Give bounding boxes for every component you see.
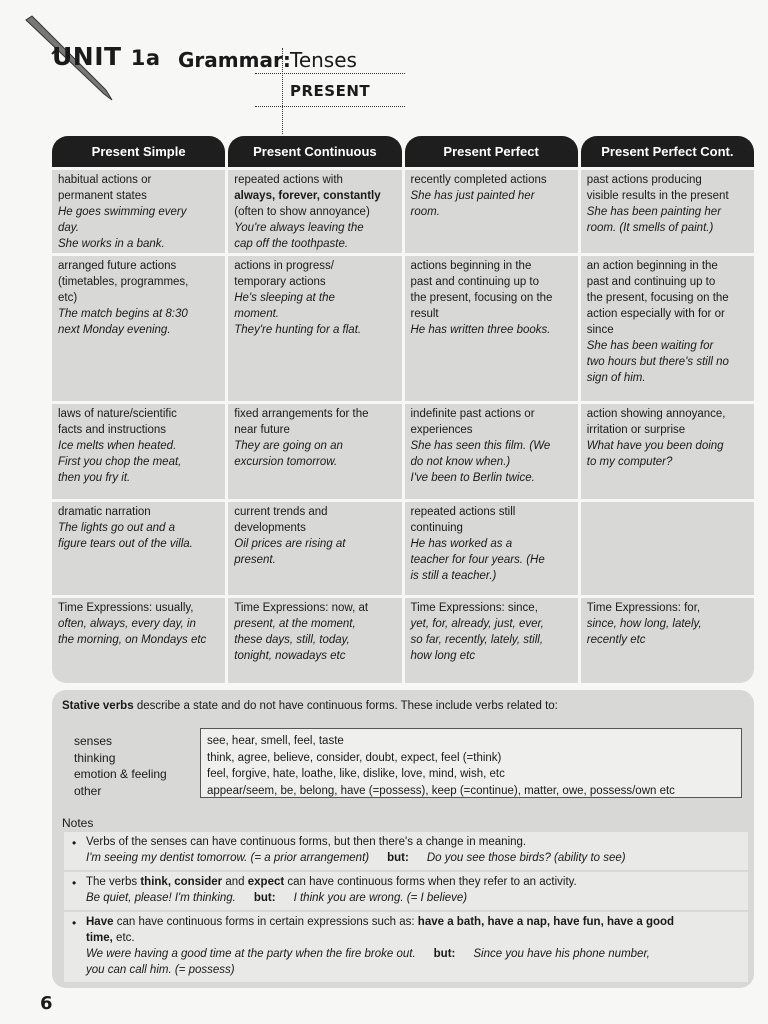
- tense-cell: [405, 170, 578, 253]
- cell-line: action showing annoyance,: [586, 408, 726, 421]
- bullet-icon: •: [72, 876, 77, 890]
- cell-line: the present, focusing on the: [410, 291, 553, 304]
- cell-line: cap off the toothpaste.: [234, 237, 349, 250]
- cell-line: result: [410, 307, 439, 320]
- cell-line: do not know when.): [410, 456, 511, 469]
- cell-line: etc): [58, 291, 78, 304]
- cell-line: since, how long, lately,: [586, 617, 702, 630]
- topic-label: Tenses: [290, 48, 357, 72]
- cell-line: teacher for four years. (He: [410, 554, 545, 566]
- cell-line: He has written three books.: [410, 323, 551, 336]
- tense-cell: [52, 598, 225, 683]
- tense-column: [228, 136, 401, 683]
- tense-cell: [228, 502, 401, 595]
- cell-line: always, forever, constantly: [234, 189, 381, 202]
- cell-line: He goes swimming every: [58, 205, 187, 218]
- cell-line: next Monday evening.: [58, 323, 171, 336]
- tense-cell: [581, 170, 754, 253]
- cell-line: They are going on an: [234, 440, 343, 453]
- cell-line: She has just painted her: [410, 189, 535, 202]
- verb-list: appear/seem, be, belong, have (=possess), keep (=continue), matter, owe, possess/own etc: [207, 784, 675, 797]
- tense-column: [405, 136, 578, 683]
- cell-line: habitual actions or: [58, 173, 152, 186]
- cell-line: present.: [234, 554, 276, 566]
- cell-line: current trends and: [234, 506, 328, 518]
- cell-line: Time Expressions: now, at: [234, 601, 369, 614]
- cell-line: She has seen this film. (We: [410, 440, 551, 453]
- cell-line: permanent states: [58, 189, 147, 202]
- tense-cell: [228, 598, 401, 683]
- cell-line: Oil prices are rising at: [234, 538, 346, 550]
- cell-line: actions in progress/: [234, 259, 334, 272]
- cell-line: two hours but there's still no: [586, 355, 729, 368]
- tense-column: [581, 136, 754, 683]
- tense-cell: [228, 170, 401, 253]
- tense-cell: [581, 256, 754, 401]
- cell-line: to my computer?: [586, 456, 673, 469]
- page-number: 6: [40, 993, 53, 1014]
- cell-line: an action beginning in the: [586, 259, 718, 272]
- cell-line: action especially with for or: [586, 307, 725, 320]
- tense-column-header: Present Continuous: [228, 136, 401, 167]
- cell-line: the morning, on Mondays etc: [58, 633, 207, 646]
- cell-line: Time Expressions: for,: [586, 601, 701, 614]
- note-item: • The verbs think, consider and expect can have continuous forms when they refer to an activity. Be quiet, please! I'm thinking. but: I think you are wrong. (= I believe): [64, 872, 748, 910]
- cell-line: often, always, every day, in: [58, 617, 196, 630]
- cell-line: You're always leaving the: [234, 221, 364, 234]
- cell-line: (often to show annoyance): [234, 205, 370, 218]
- cell-line: She has been waiting for: [586, 339, 714, 352]
- cell-line: then you fry it.: [58, 472, 131, 485]
- cell-line: He's sleeping at the: [234, 291, 335, 304]
- cell-line: repeated actions with: [234, 173, 343, 186]
- category-label: emotion & feeling: [74, 767, 167, 781]
- tense-cell: [52, 256, 225, 401]
- category-label: thinking: [74, 750, 116, 765]
- tense-column-header: Present Perfect Cont.: [581, 136, 754, 167]
- cell-line: Ice melts when heated.: [58, 440, 177, 453]
- cell-line: dramatic narration: [58, 506, 151, 518]
- category-label: senses: [74, 734, 113, 748]
- cell-line: irritation or surprise: [586, 424, 686, 437]
- cell-line: laws of nature/scientific: [58, 408, 177, 421]
- cell-line: past actions producing: [586, 173, 702, 186]
- tense-column: [52, 136, 225, 683]
- cell-line: Time Expressions: usually,: [58, 601, 194, 614]
- grammar-label: Grammar:: [178, 48, 291, 72]
- note-item: • Verbs of the senses can have continuous forms, but then there's a change in meaning. I'm seeing my dentist tomorrow. (= a prior arrangement) but: Do you see those birds? (ability to see): [64, 832, 748, 870]
- tense-column-header: Present Perfect: [405, 136, 578, 167]
- cell-line: continuing: [410, 522, 463, 534]
- cell-line: I've been to Berlin twice.: [410, 472, 535, 485]
- cell-line: She has been painting her: [586, 205, 722, 218]
- bullet-icon: •: [72, 916, 77, 930]
- tense-cell: [581, 502, 754, 595]
- tense-table: [52, 136, 754, 683]
- cell-line: room.: [410, 205, 440, 218]
- tense-cell: [228, 404, 401, 499]
- cell-line: room. (It smells of paint.): [586, 221, 714, 234]
- note-item: • Have can have continuous forms in certain expressions such as: have a bath, have a nap, have fun, have a good time, etc. We were having a good time at the party when the fire broke out. but: Since you have his phone number, you can call him. (= possess): [64, 912, 748, 982]
- cell-line: First you chop the meat,: [58, 456, 182, 469]
- tense-cell: [228, 256, 401, 401]
- cell-line: repeated actions still: [410, 506, 516, 518]
- cell-line: facts and instructions: [58, 424, 167, 437]
- stative-intro: Stative verbs describe a state and do not have continuous forms. These include verbs related to:: [62, 700, 558, 712]
- verb-list: think, agree, believe, consider, doubt, expect, feel (=think): [207, 751, 502, 764]
- tense-cell: [52, 170, 225, 253]
- cell-line: recently completed actions: [410, 173, 547, 186]
- cell-line: the present, focusing on the: [586, 291, 729, 304]
- tense-cell: [405, 598, 578, 683]
- cell-line: (timetables, programmes,: [58, 275, 189, 288]
- cell-line: past and continuing up to: [410, 275, 540, 288]
- cell-line: sign of him.: [586, 371, 646, 384]
- tense-cell: [405, 256, 578, 401]
- tense-cell: [581, 404, 754, 499]
- stative-verbs-box: [200, 728, 742, 798]
- notes-title: Notes: [62, 816, 94, 830]
- bullet-icon: •: [72, 836, 77, 850]
- category-label: other: [74, 783, 102, 798]
- cell-line: is still a teacher.): [410, 570, 497, 582]
- cell-line: visible results in the present: [586, 189, 729, 202]
- tense-cell: [52, 404, 225, 499]
- cell-line: figure tears out of the villa.: [58, 538, 193, 550]
- verb-list: see, hear, smell, feel, taste: [207, 735, 344, 747]
- cell-line: day.: [58, 221, 79, 234]
- tense-cell: [405, 502, 578, 595]
- cell-line: since: [586, 323, 614, 336]
- verb-list: feel, forgive, hate, loathe, like, dislike, love, mind, wish, etc: [207, 768, 505, 780]
- cell-line: developments: [234, 522, 306, 534]
- cell-line: The lights go out and a: [58, 522, 175, 534]
- cell-line: so far, recently, lately, still,: [410, 633, 544, 646]
- cell-line: tonight, nowadays etc: [234, 649, 346, 662]
- tense-cell: [52, 502, 225, 595]
- cell-line: moment.: [234, 307, 279, 320]
- cell-line: temporary actions: [234, 275, 326, 288]
- cell-line: near future: [234, 424, 290, 437]
- cell-line: present, at the moment,: [234, 617, 356, 630]
- cell-line: how long etc: [410, 649, 476, 662]
- stative-verbs-panel: [52, 690, 754, 988]
- divider: [255, 73, 405, 74]
- cell-line: Time Expressions: since,: [410, 601, 538, 614]
- cell-line: She works in a bank.: [58, 237, 165, 250]
- cell-line: yet, for, already, just, ever,: [410, 617, 544, 630]
- cell-line: They're hunting for a flat.: [234, 323, 362, 336]
- divider: [255, 106, 405, 107]
- tense-cell: [405, 404, 578, 499]
- cell-line: excursion tomorrow.: [234, 456, 338, 469]
- stative-categories: [74, 733, 167, 799]
- tense-column-header: Present Simple: [52, 136, 225, 167]
- tense-cell: [581, 598, 754, 683]
- cell-line: indefinite past actions or: [410, 408, 535, 421]
- cell-line: fixed arrangements for the: [234, 408, 369, 421]
- cell-line: these days, still, today,: [234, 633, 350, 646]
- section-label: PRESENT: [290, 82, 371, 100]
- cell-line: recently etc: [586, 633, 646, 646]
- cell-line: arranged future actions: [58, 259, 177, 272]
- cell-line: What have you been doing: [586, 440, 724, 453]
- unit-label: UNIT 1a: [52, 42, 161, 71]
- divider: [282, 48, 283, 134]
- cell-line: experiences: [410, 424, 473, 437]
- cell-line: actions beginning in the: [410, 259, 532, 272]
- cell-line: past and continuing up to: [586, 275, 716, 288]
- cell-line: He has worked as a: [410, 538, 513, 550]
- cell-line: The match begins at 8:30: [58, 307, 188, 320]
